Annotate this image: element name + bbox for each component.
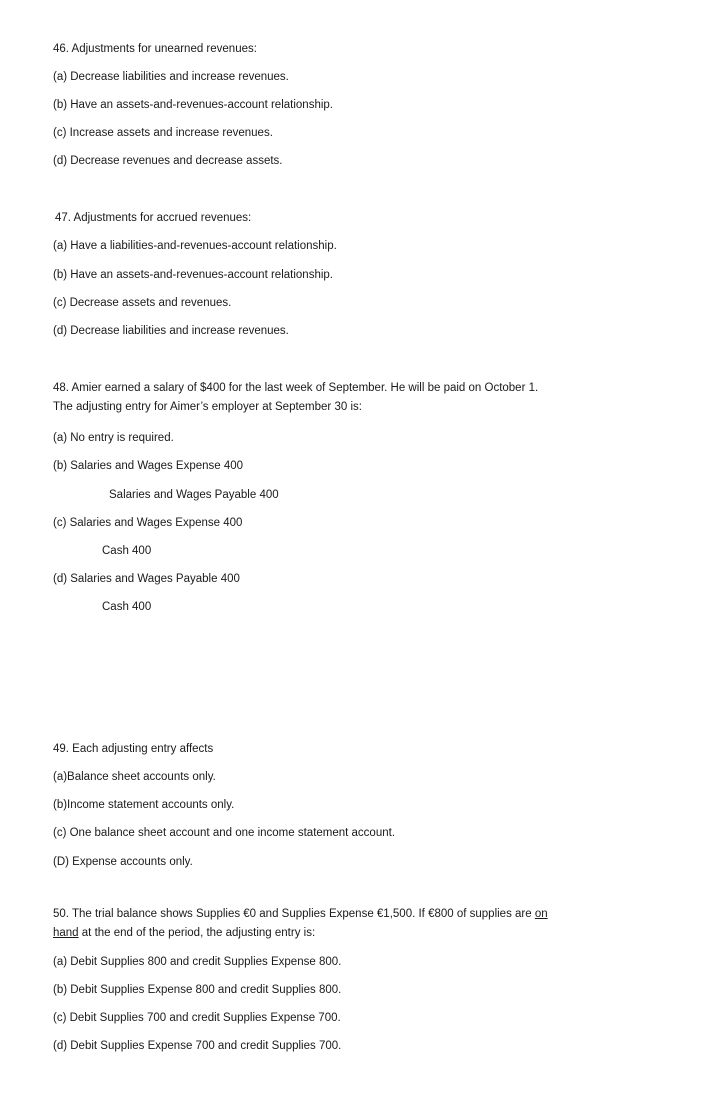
q47-option-b: (b) Have an assets-and-revenues-account relationship. (53, 269, 333, 281)
q49-option-a: (a)Balance sheet accounts only. (53, 771, 216, 783)
q48-option-d-credit: Cash 400 (102, 601, 152, 613)
q46-option-a: (a) Decrease liabilities and increase revenues. (53, 71, 289, 83)
q49-option-c: (c) One balance sheet account and one income statement account. (53, 827, 396, 839)
q48-question-line-1: 48. Amier earned a salary of $400 for the last week of September. He will be paid on October 1. (53, 382, 539, 394)
q48-option-c-debit: (c) Salaries and Wages Expense 400 (53, 517, 243, 529)
q48-question-line-2: The adjusting entry for Aimer’s employer at September 30 is: (53, 401, 362, 413)
q46-option-c: (c) Increase assets and increase revenues. (53, 127, 273, 139)
q50-option-d: (d) Debit Supplies Expense 700 and credit Supplies 700. (53, 1040, 342, 1052)
q46-question: 46. Adjustments for unearned revenues: (53, 43, 257, 55)
q49-question: 49. Each adjusting entry affects (53, 743, 214, 755)
q50-option-b: (b) Debit Supplies Expense 800 and credit Supplies 800. (53, 984, 342, 996)
q49-option-b: (b)Income statement accounts only. (53, 799, 235, 811)
q46-option-b: (b) Have an assets-and-revenues-account relationship. (53, 99, 333, 111)
q50-question-line-2 (53, 926, 315, 940)
q48-option-b-debit: (b) Salaries and Wages Expense 400 (53, 460, 244, 472)
q47-option-c: (c) Decrease assets and revenues. (53, 297, 232, 309)
q47-option-a: (a) Have a liabilities-and-revenues-account relationship. (53, 240, 337, 252)
q50-option-a: (a) Debit Supplies 800 and credit Supplies Expense 800. (53, 956, 342, 968)
q48-option-b-credit: Salaries and Wages Payable 400 (109, 489, 279, 501)
q47-option-d: (d) Decrease liabilities and increase revenues. (53, 325, 289, 337)
q48-option-d-debit: (d) Salaries and Wages Payable 400 (53, 573, 240, 585)
q50-question-line-2-text: at the end of the period, the adjusting entry is: (78, 927, 316, 939)
q48-option-c-credit: Cash 400 (102, 545, 152, 557)
q46-option-d: (d) Decrease revenues and decrease assets. (53, 155, 283, 167)
q50-underlined-hand: hand (53, 927, 79, 939)
q50-underlined-on: on (534, 908, 548, 920)
q50-question-line-1 (53, 907, 548, 921)
q47-question: 47. Adjustments for accrued revenues: (55, 212, 252, 224)
q50-question-line-1-text: 50. The trial balance shows Supplies €0 and Supplies Expense €1,500. If €800 of supplies are (53, 908, 535, 920)
q50-option-c: (c) Debit Supplies 700 and credit Supplies Expense 700. (53, 1012, 341, 1024)
q48-option-a: (a) No entry is required. (53, 432, 174, 444)
q49-option-d: (D) Expense accounts only. (53, 856, 193, 868)
